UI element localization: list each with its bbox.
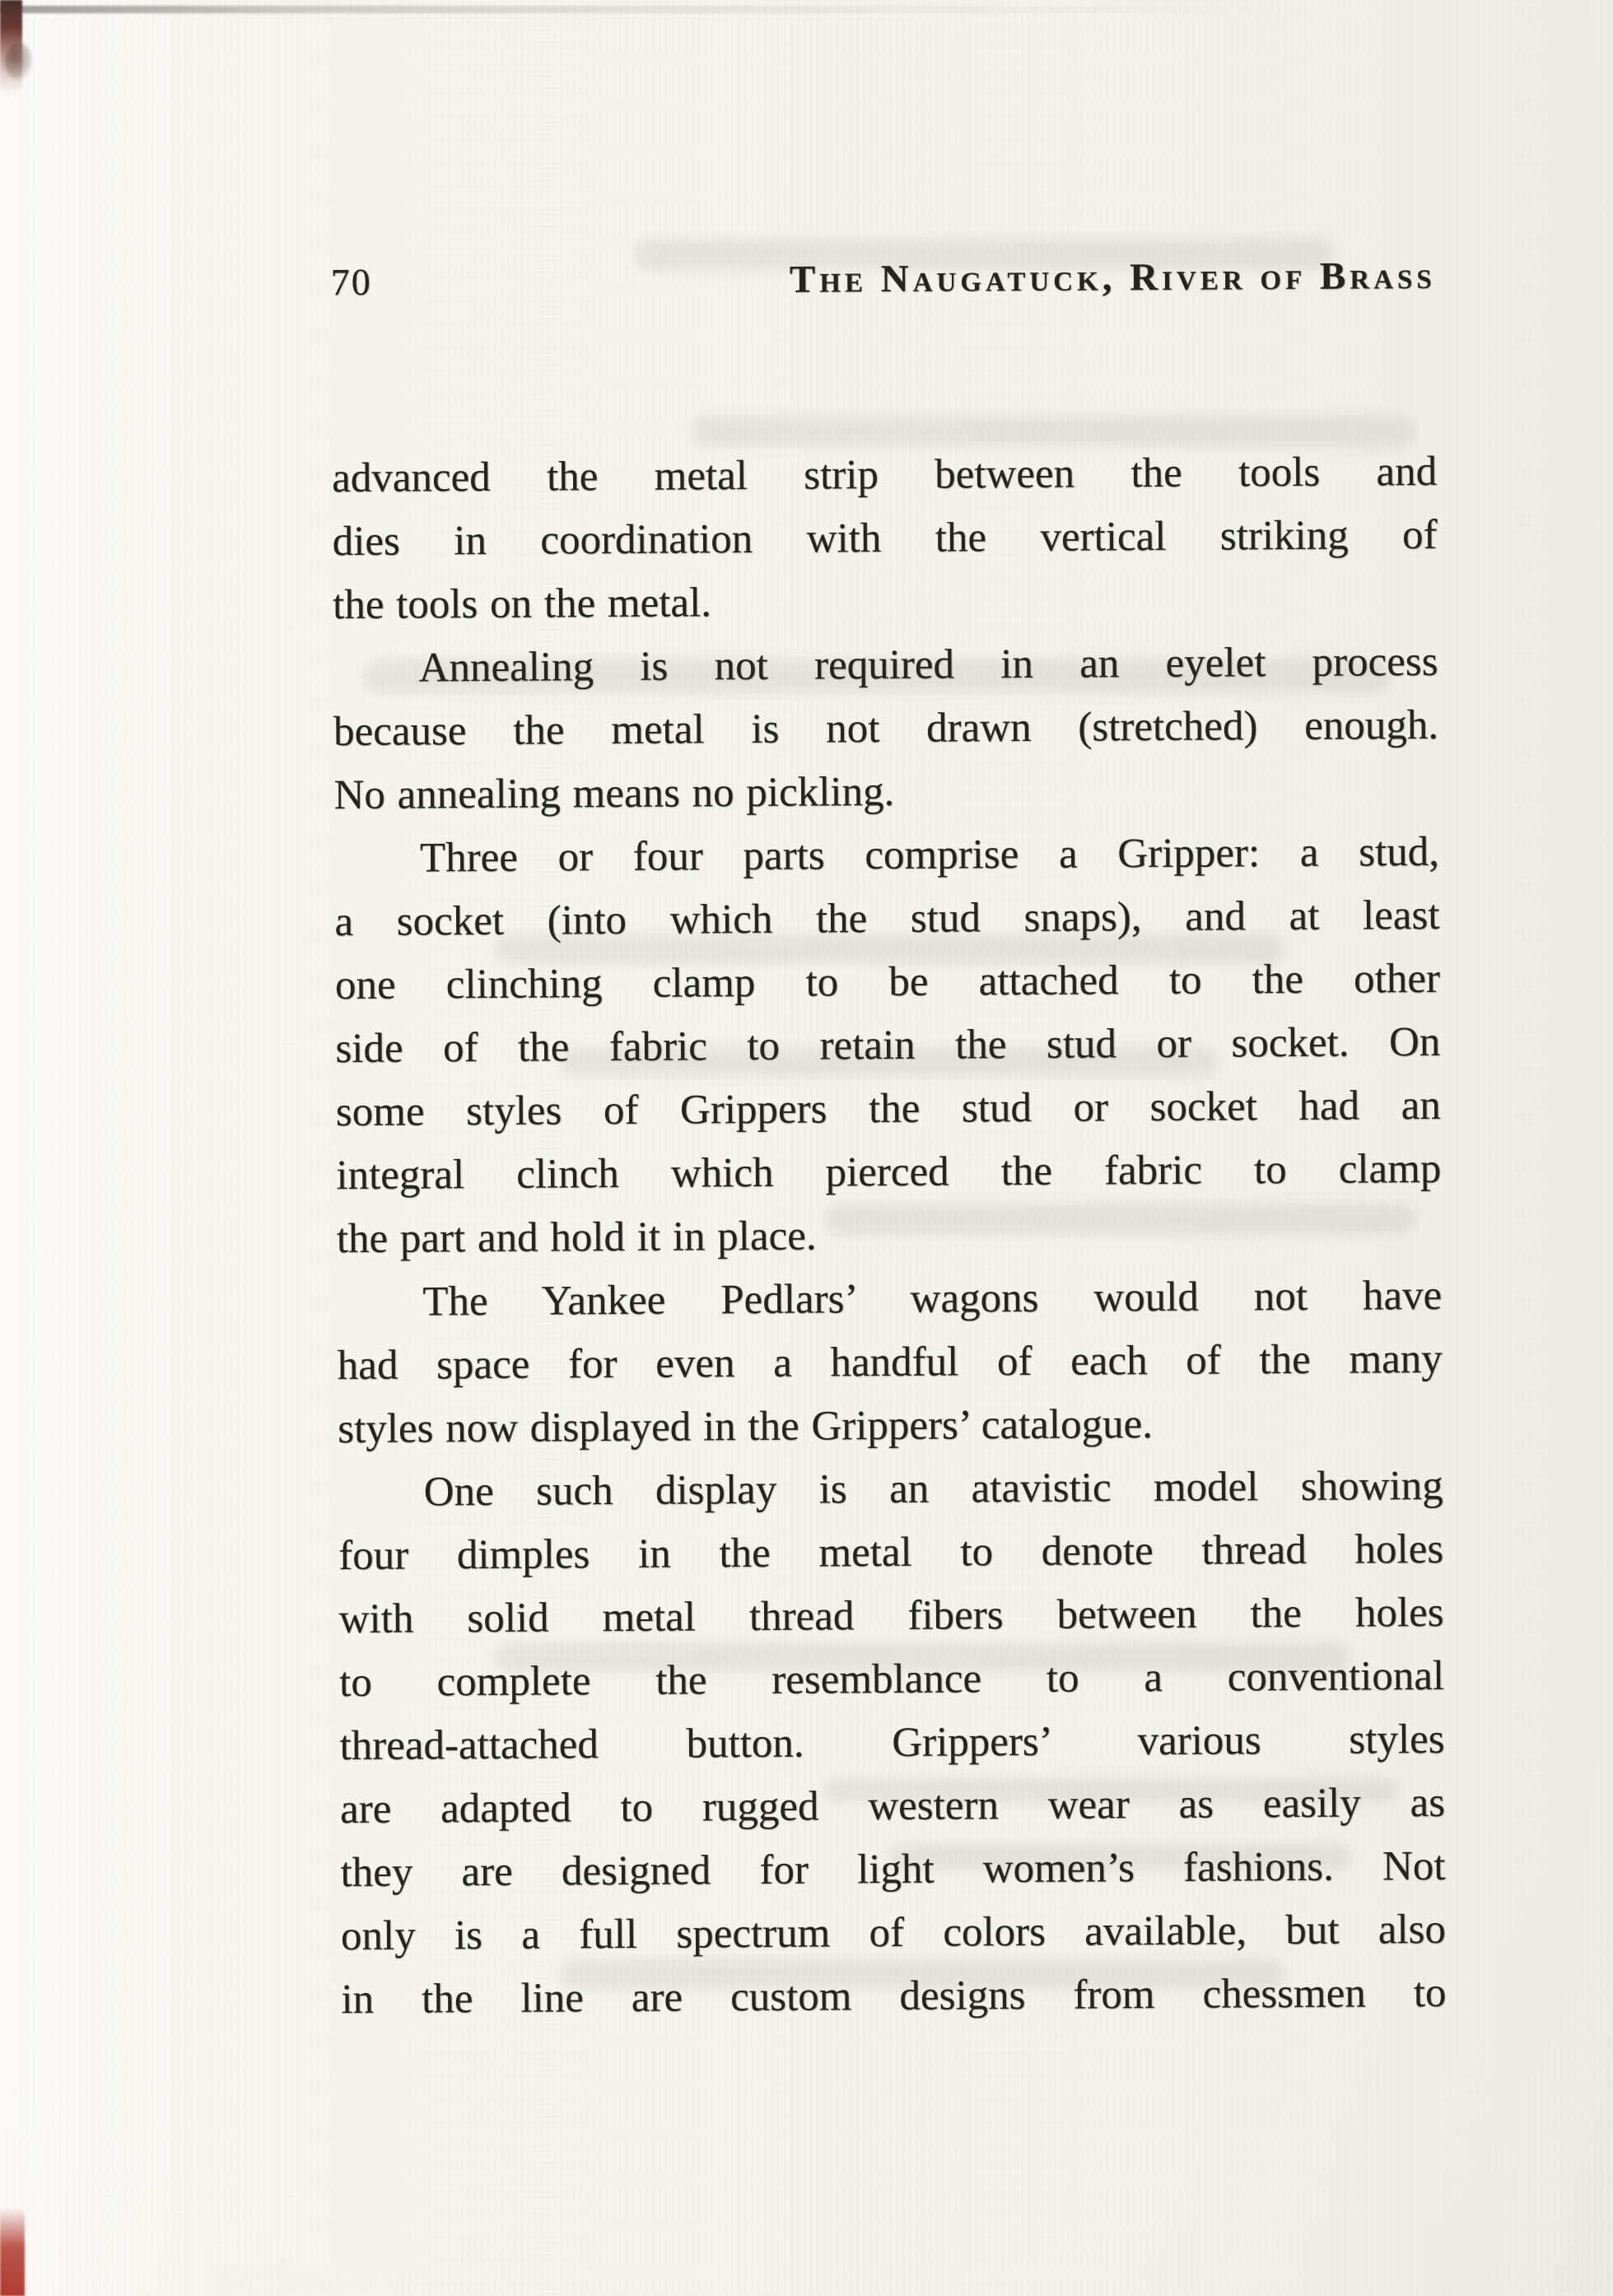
- text-line: four dimples in the metal to denote thread holes: [338, 1525, 1444, 1580]
- text-line: with solid metal thread fibers between the holes: [338, 1589, 1444, 1643]
- text-line: styles now displayed in the Grippers’ catalogue.: [338, 1401, 1154, 1453]
- paragraph: [332, 440, 1438, 637]
- text-line: are adapted to rugged western wear as easily as: [339, 1779, 1446, 1833]
- text-block: [332, 440, 1447, 2032]
- paragraph: [337, 1264, 1443, 1461]
- text-line: because the metal is not drawn (stretched) enough.: [333, 701, 1439, 756]
- text-line: to complete the resemblance to a conventional: [338, 1652, 1445, 1707]
- text-line: dies in coordination with the vertical striking of: [332, 511, 1438, 566]
- running-header: [331, 254, 1436, 305]
- text-line: some styles of Grippers the stud or socket had an: [335, 1082, 1441, 1136]
- text-line: Three or four parts comprise a Gripper: a stud,: [419, 828, 1440, 882]
- paragraph: [334, 821, 1442, 1271]
- text-line: had space for even a handful of each of the many: [337, 1335, 1443, 1390]
- text-line: they are designed for light women’s fashions. Not: [340, 1842, 1446, 1897]
- text-line: No annealing means no pickling.: [333, 768, 895, 819]
- text-line: The Yankee Pedlars’ wagons would not have: [422, 1272, 1443, 1325]
- text-line: thread-attached button. Grippers’ various styles: [339, 1716, 1445, 1770]
- text-line: One such display is an atavistic model showing: [423, 1462, 1443, 1516]
- page-number: 70: [330, 260, 372, 304]
- text-line: side of the fabric to retain the stud or socket. On: [335, 1018, 1441, 1073]
- text-line: one clinching clamp to be attached to the other: [334, 955, 1441, 1009]
- text-line: the tools on the metal.: [332, 580, 712, 629]
- running-header-title: The Naugatuck, River of Brass: [789, 254, 1436, 301]
- text-line: advanced the metal strip between the tools and: [331, 448, 1438, 502]
- text-line: only is a full spectrum of colors available, but also: [340, 1906, 1447, 1960]
- text-line: the part and hold it in place.: [336, 1213, 817, 1263]
- text-line: a socket (into which the stud snaps), and at least: [334, 892, 1440, 946]
- text-line: Annealing is not required in an eyelet process: [418, 638, 1438, 692]
- text-line: integral clinch which pierced the fabric to clamp: [336, 1145, 1442, 1199]
- paragraph: [338, 1455, 1446, 2032]
- text-line: in the line are custom designs from chessmen to: [341, 1969, 1447, 2024]
- paragraph: [333, 631, 1438, 827]
